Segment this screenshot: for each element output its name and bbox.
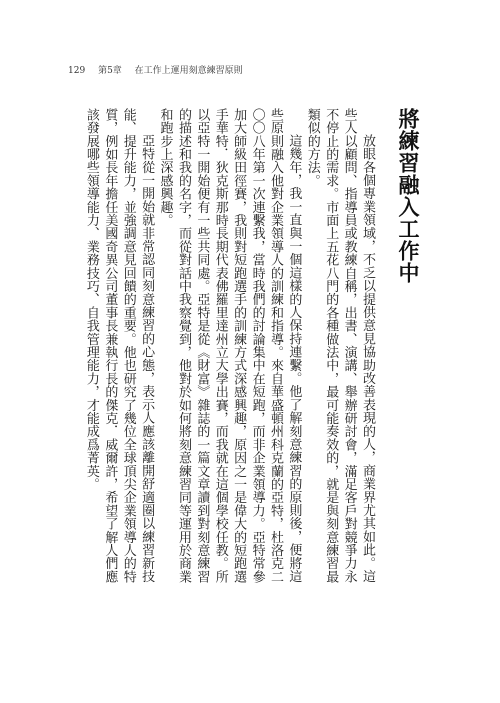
- running-header: [68, 66, 253, 77]
- paragraph-1: 放眼各個專業領域，不乏以提供意見協助改善表現的人，商業界尤其如此。這些人以顧問、指導員或教練自稱，出書、演講、舉辦研討會，滿足客戶對競爭力永不停止的需求。市面上五花八門的各種做法中，最可能奏效的，就是與刻意練習最類似的方法。: [304, 108, 375, 584]
- paragraph-3: 亞特從一開始就非常認同刻意練習的心態，表示人應該離開舒適圈以練習新技能、提升能力，並強調意見回饋的重要。他也研究了幾位全球頂尖企業領導人的特質，例如長年擔任美國奇異公司董事長兼執行長的傑克．威爾許，希望了解人們應該發展哪些領導能力、業務技巧、自我管理能力，才能成爲菁英。: [83, 108, 155, 584]
- section-title: 將練習融入工作中: [396, 108, 420, 284]
- vertical-body-text: [82, 108, 420, 588]
- paragraph-2: 這幾年，我一直與一個這樣的人保持連繫。他了解刻意練習的原則後，便將這些原則融入他對企業領導人的訓練和指導。來自華盛頓州科克蘭的亞特，杜洛克二〇〇八年第一次連繫我，當時我們的討論集中在短跑，而非企業領導力。亞特常參加大師級田徑賽，我則對短跑選手的訓練方式深感興趣，原因之一是偉大的短跑選手華特．狄克斯那時長期代表佛羅里達州立大學出賽，而我就在這個學校任教。所以亞特一開始便有一些共同處。亞特是從《財富》雜誌的一篇文章讀到對刻意練習的描述和我的名字，而從對話中我察覺到，他對於如何將刻意練習同等運用於商業和跑步上深感興趣。: [157, 108, 302, 584]
- chapter-label: 第5章: [98, 66, 122, 76]
- chapter-title: 在工作上運用刻意練習原則: [134, 66, 243, 76]
- page-number: 129: [68, 66, 86, 76]
